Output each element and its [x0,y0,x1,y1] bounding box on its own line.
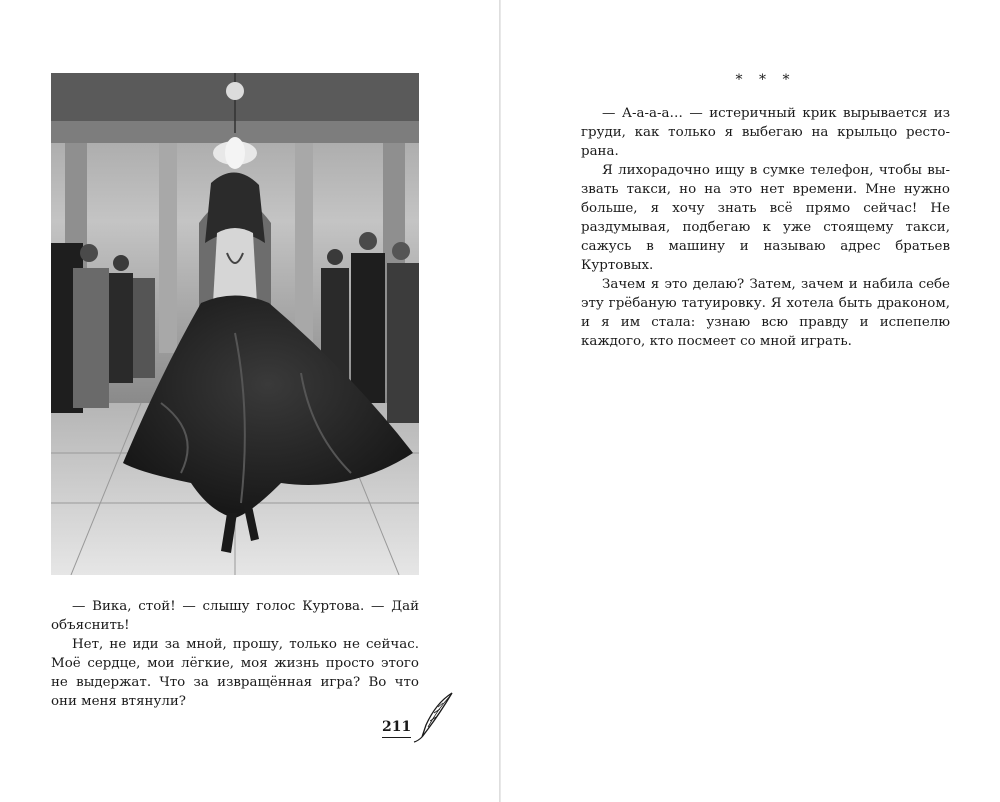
paragraph: — Вика, стой! — слышу голос Куртова. — Дай объяснить! [51,599,419,633]
paragraph: — А-а-а-а… — истеричный крик вырывается из груди, как только я выбегаю на крыльцо ресторана. [581,106,950,159]
page-number: 211 [382,718,411,738]
quill-pen-icon [410,691,456,743]
left-page [0,0,499,802]
right-page-text [581,104,950,351]
scene-break: * * * [735,72,796,88]
ballroom-illustration [51,73,419,575]
paragraph: Нет, не иди за мной, прошу, только не сейчас. Моё сердце, мои лёгкие, моя жизнь просто этого не выдержат. Что за извращённая игра? Во что они меня втянули? [51,637,419,709]
paragraph: Я лихорадочно ищу в сумке телефон, чтобы вызвать такси, но на это нет времени. Мне нужно больше, я хочу знать всё прямо сейчас! Не раздумывая, подбегаю к уже стоящему такси, сажусь в машину и называю адрес братьев Куртовых. [581,163,950,273]
right-page [501,0,1000,802]
left-page-text [51,597,419,711]
paragraph: Зачем я это делаю? Затем, зачем и набила себе эту грёбаную татуировку. Я хотела быть драконом, и я им стала: узнаю всю правду и испепелю каждого, кто посмеет со мной играть. [581,277,950,349]
